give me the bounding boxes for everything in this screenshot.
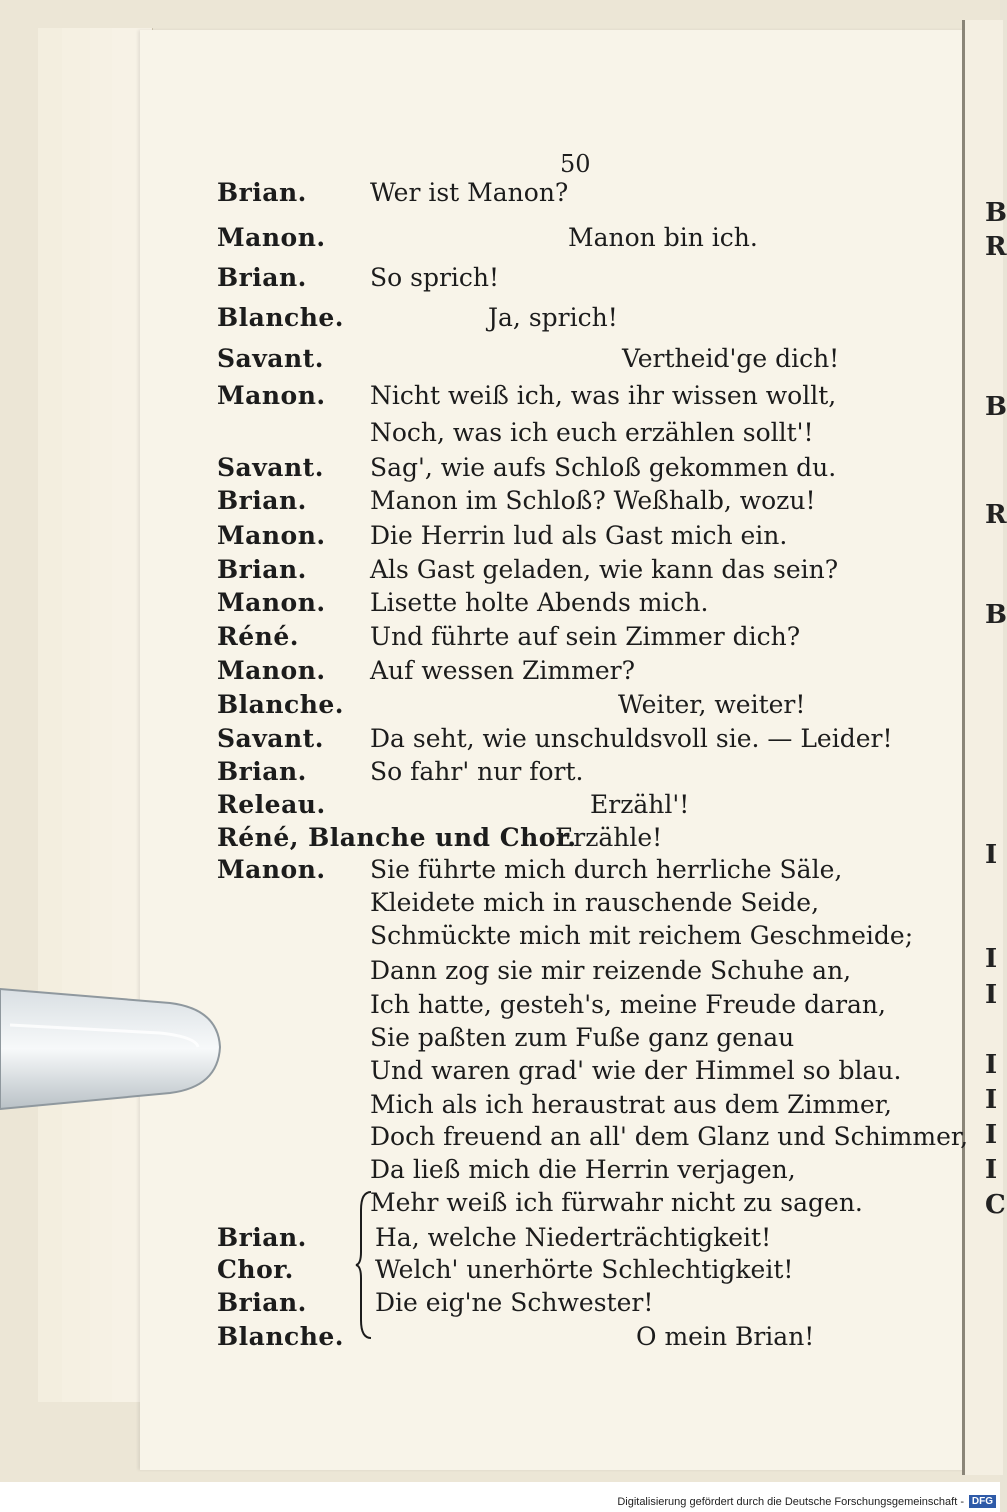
speaker-name: Manon. xyxy=(217,223,326,252)
dialogue-text: Erzähle! xyxy=(555,823,663,852)
speaker-name: Réné. xyxy=(217,622,299,651)
dialogue-text: Erzähl'! xyxy=(590,790,690,819)
speaker-name: Manon. xyxy=(217,656,326,685)
speaker-name: Releau. xyxy=(217,790,326,819)
dialogue-line xyxy=(0,344,1000,376)
page-holder-clip xyxy=(0,985,222,1115)
dialogue-text: Und waren grad' wie der Himmel so blau. xyxy=(370,1056,902,1085)
dialogue-line xyxy=(0,521,1000,553)
dialogue-line xyxy=(0,381,1000,413)
dialogue-text: Da ließ mich die Herrin verjagen, xyxy=(370,1155,796,1184)
adjacent-page-glyph: B xyxy=(985,198,1007,228)
dfg-logo: DFG xyxy=(969,1495,996,1508)
dialogue-text: Auf wessen Zimmer? xyxy=(370,656,635,685)
dialogue-text: Sie führte mich durch herrliche Säle, xyxy=(370,855,843,884)
dialogue-line xyxy=(0,263,1000,295)
adjacent-page-glyph: I xyxy=(985,840,998,870)
dialogue-line xyxy=(0,1122,1000,1154)
adjacent-page-glyph: I xyxy=(985,944,998,974)
dialogue-line xyxy=(0,1188,1000,1220)
dialogue-line xyxy=(0,1155,1000,1187)
dialogue-line xyxy=(0,921,1000,953)
dialogue-text: Sie paßten zum Fuße ganz genau xyxy=(370,1023,795,1052)
dialogue-text: Mehr weiß ich fürwahr nicht zu sagen. xyxy=(370,1188,863,1217)
adjacent-page-glyph: I xyxy=(985,1050,998,1080)
dialogue-line xyxy=(0,622,1000,654)
speaker-name: Brian. xyxy=(217,555,307,584)
adjacent-page-glyph: R xyxy=(985,500,1007,530)
dialogue-line xyxy=(0,1322,1000,1354)
adjacent-page-glyph: B xyxy=(985,392,1007,422)
dialogue-text: Noch, was ich euch erzählen sollt'! xyxy=(370,418,814,447)
dialogue-text: So sprich! xyxy=(370,263,500,292)
dialogue-text: Doch freuend an all' dem Glanz und Schimmer, xyxy=(370,1122,969,1151)
adjacent-page-glyph: B xyxy=(985,600,1007,630)
dialogue-text: Die Herrin lud als Gast mich ein. xyxy=(370,521,788,550)
speaker-name: Blanche. xyxy=(217,690,345,719)
speaker-name: Blanche. xyxy=(217,1322,345,1351)
dialogue-line xyxy=(0,555,1000,587)
dialogue-line xyxy=(0,823,1000,855)
speaker-name: Brian. xyxy=(217,178,307,207)
dialogue-line xyxy=(0,453,1000,485)
speaker-name: Brian. xyxy=(217,757,307,786)
dialogue-text: Manon bin ich. xyxy=(568,223,758,252)
speaker-name: Manon. xyxy=(217,521,326,550)
dialogue-line xyxy=(0,418,1000,450)
brace-bracket xyxy=(355,1190,373,1340)
page-number: 50 xyxy=(560,150,591,178)
dialogue-text: Manon im Schloß? Weßhalb, wozu! xyxy=(370,486,816,515)
adjacent-page-glyph: I xyxy=(985,1155,998,1185)
speaker-name: Brian. xyxy=(217,263,307,292)
speaker-name: Savant. xyxy=(217,453,324,482)
dialogue-text: Vertheid'ge dich! xyxy=(622,344,840,373)
dialogue-text: Die eig'ne Schwester! xyxy=(375,1288,654,1317)
dialogue-text: Weiter, weiter! xyxy=(618,690,806,719)
dialogue-line xyxy=(0,656,1000,688)
dialogue-text: Da seht, wie unschuldsvoll sie. — Leider! xyxy=(370,724,893,753)
speaker-name: Manon. xyxy=(217,855,326,884)
dialogue-text: Sag', wie aufs Schloß gekommen du. xyxy=(370,453,837,482)
dialogue-line xyxy=(0,1255,1000,1287)
dialogue-line xyxy=(0,303,1000,335)
dialogue-text: Welch' unerhörte Schlechtigkeit! xyxy=(375,1255,794,1284)
dialogue-line xyxy=(0,956,1000,988)
dialogue-text: Und führte auf sein Zimmer dich? xyxy=(370,622,801,651)
adjacent-page-glyph: R xyxy=(985,232,1007,262)
digitization-credit: Digitalisierung gefördert durch die Deutsche Forschungsgemeinschaft - xyxy=(617,1496,964,1508)
dialogue-line xyxy=(0,790,1000,822)
dialogue-line xyxy=(0,178,1000,210)
speaker-name: Réné, Blanche und Chor. xyxy=(217,823,577,852)
dialogue-text: Wer ist Manon? xyxy=(370,178,569,207)
dialogue-line xyxy=(0,588,1000,620)
dialogue-text: Nicht weiß ich, was ihr wissen wollt, xyxy=(370,381,837,410)
dialogue-text: Kleidete mich in rauschende Seide, xyxy=(370,888,820,917)
speaker-name: Manon. xyxy=(217,588,326,617)
speaker-name: Brian. xyxy=(217,486,307,515)
dialogue-text: Ich hatte, gesteh's, meine Freude daran, xyxy=(370,990,886,1019)
adjacent-page-glyph: I xyxy=(985,1120,998,1150)
dialogue-text: Dann zog sie mir reizende Schuhe an, xyxy=(370,956,852,985)
adjacent-page-glyph: I xyxy=(985,1085,998,1115)
dialogue-text: Schmückte mich mit reichem Geschmeide; xyxy=(370,921,914,950)
speaker-name: Savant. xyxy=(217,344,324,373)
dialogue-line xyxy=(0,888,1000,920)
speaker-name: Blanche. xyxy=(217,303,345,332)
dialogue-text: So fahr' nur fort. xyxy=(370,757,584,786)
adjacent-page-glyph: I xyxy=(985,980,998,1010)
dialogue-line xyxy=(0,690,1000,722)
speaker-name: Brian. xyxy=(217,1288,307,1317)
speaker-name: Manon. xyxy=(217,381,326,410)
dialogue-line xyxy=(0,486,1000,518)
dialogue-line xyxy=(0,724,1000,756)
dialogue-text: Lisette holte Abends mich. xyxy=(370,588,709,617)
dialogue-text: Ja, sprich! xyxy=(488,303,618,332)
dialogue-text: Ha, welche Niederträchtigkeit! xyxy=(375,1223,772,1252)
dialogue-text: O mein Brian! xyxy=(636,1322,815,1351)
dialogue-line xyxy=(0,757,1000,789)
speaker-name: Chor. xyxy=(217,1255,294,1284)
dialogue-line xyxy=(0,1223,1000,1255)
dialogue-line xyxy=(0,1288,1000,1320)
dialogue-text: Mich als ich heraustrat aus dem Zimmer, xyxy=(370,1090,892,1119)
dialogue-line xyxy=(0,855,1000,887)
speaker-name: Brian. xyxy=(217,1223,307,1252)
speaker-name: Savant. xyxy=(217,724,324,753)
dialogue-text: Als Gast geladen, wie kann das sein? xyxy=(370,555,839,584)
adjacent-page-glyph: C xyxy=(985,1190,1006,1220)
dialogue-line xyxy=(0,223,1000,255)
